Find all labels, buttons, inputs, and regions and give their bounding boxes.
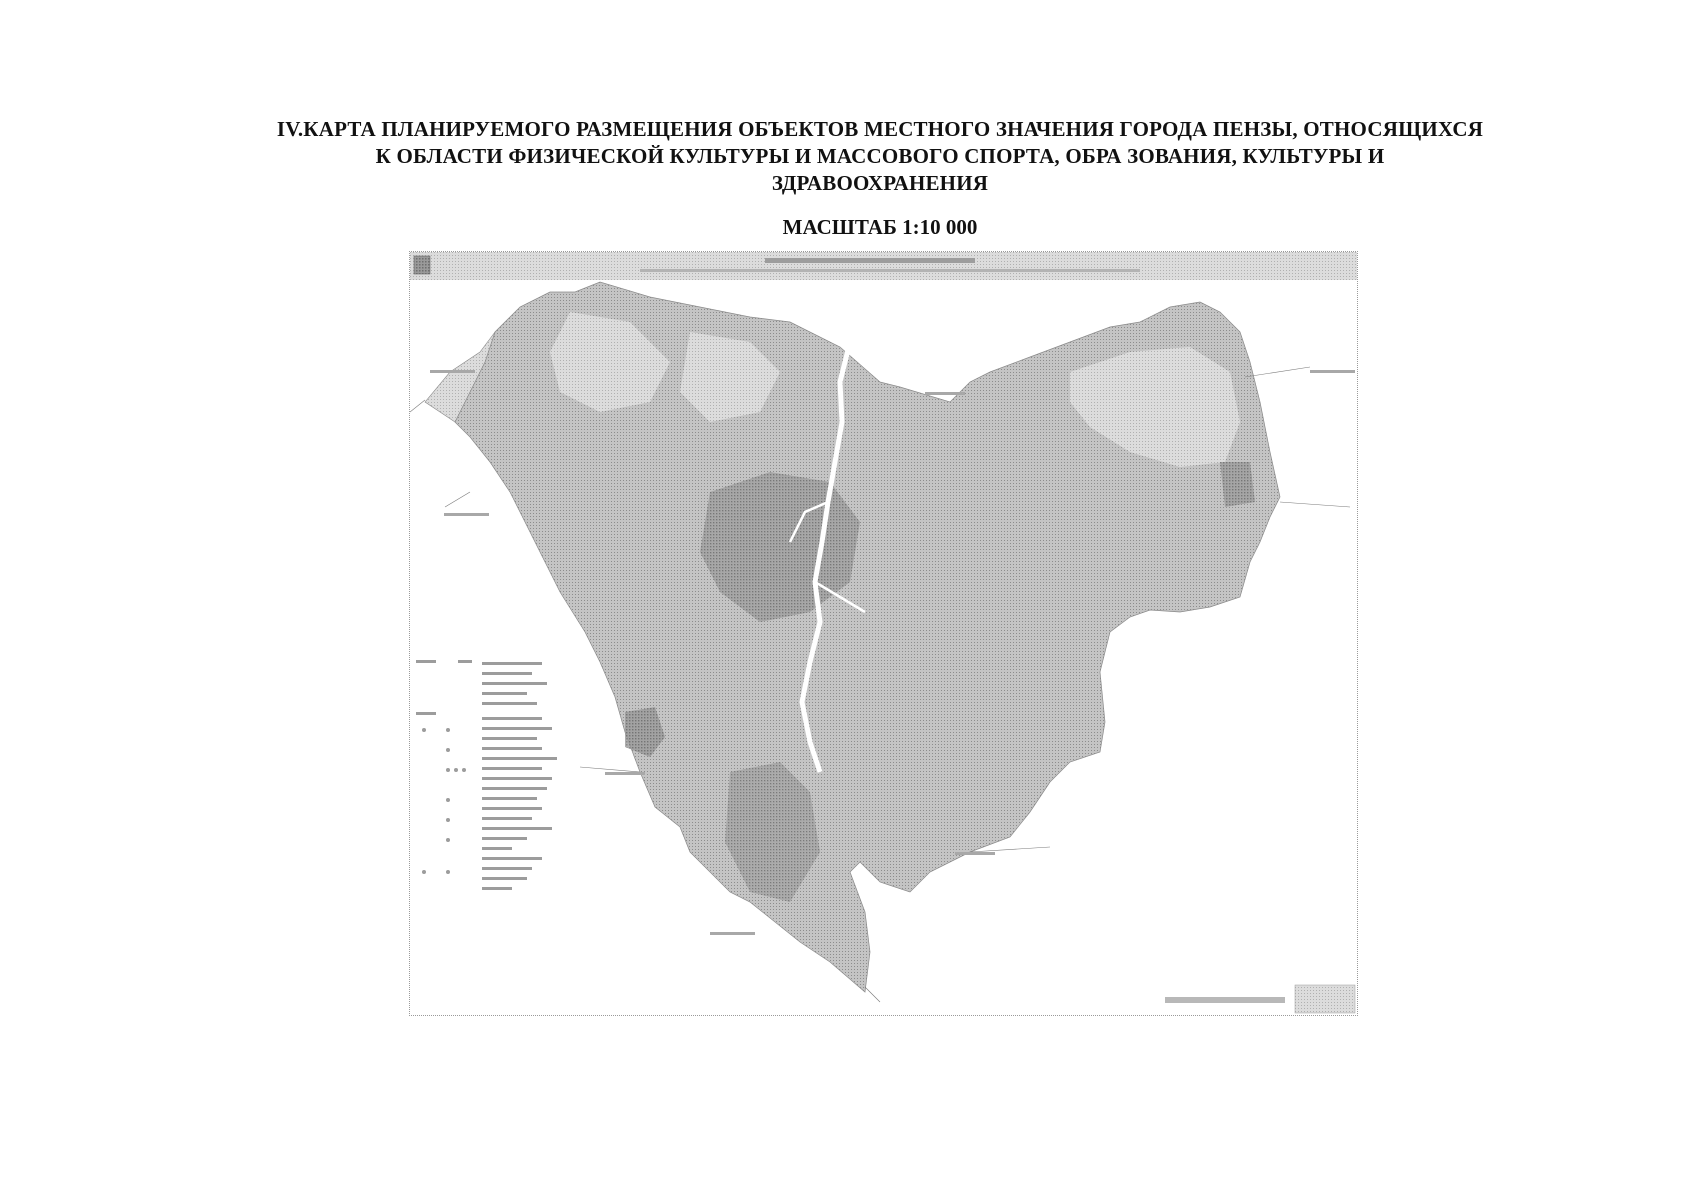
legend-symbol-icons xyxy=(416,660,557,890)
city-map-svg xyxy=(410,252,1358,1016)
map-header-title-bar xyxy=(765,258,975,263)
north-arrow-icon xyxy=(414,256,430,274)
map-title xyxy=(120,116,1640,197)
map-title-line-3: ЗДРАВООХРАНЕНИЯ xyxy=(771,171,989,195)
map-header-band xyxy=(410,252,1358,280)
map-header-subtitle-bar xyxy=(640,269,1140,272)
map-title-line-1: IV.КАРТА ПЛАНИРУЕМОГО РАЗМЕЩЕНИЯ ОБЪЕКТОВ МЕСТНОГО ЗНАЧЕНИЯ ГОРОДА ПЕНЗЫ, ОТНОСЯЩИХСЯ xyxy=(276,117,1484,141)
map-title-line-2: К ОБЛАСТИ ФИЗИЧЕСКОЙ КУЛЬТУРЫ И МАССОВОГО СПОРТА, ОБРА ЗОВАНИЯ, КУЛЬТУРЫ И xyxy=(375,144,1385,168)
map-image xyxy=(409,251,1358,1016)
map-scale: МАСШТАБ 1:10 000 xyxy=(782,215,978,239)
map-scale-bar-area xyxy=(1165,997,1285,1003)
district-east xyxy=(1220,462,1255,507)
map-stamp-area xyxy=(1295,985,1355,1013)
